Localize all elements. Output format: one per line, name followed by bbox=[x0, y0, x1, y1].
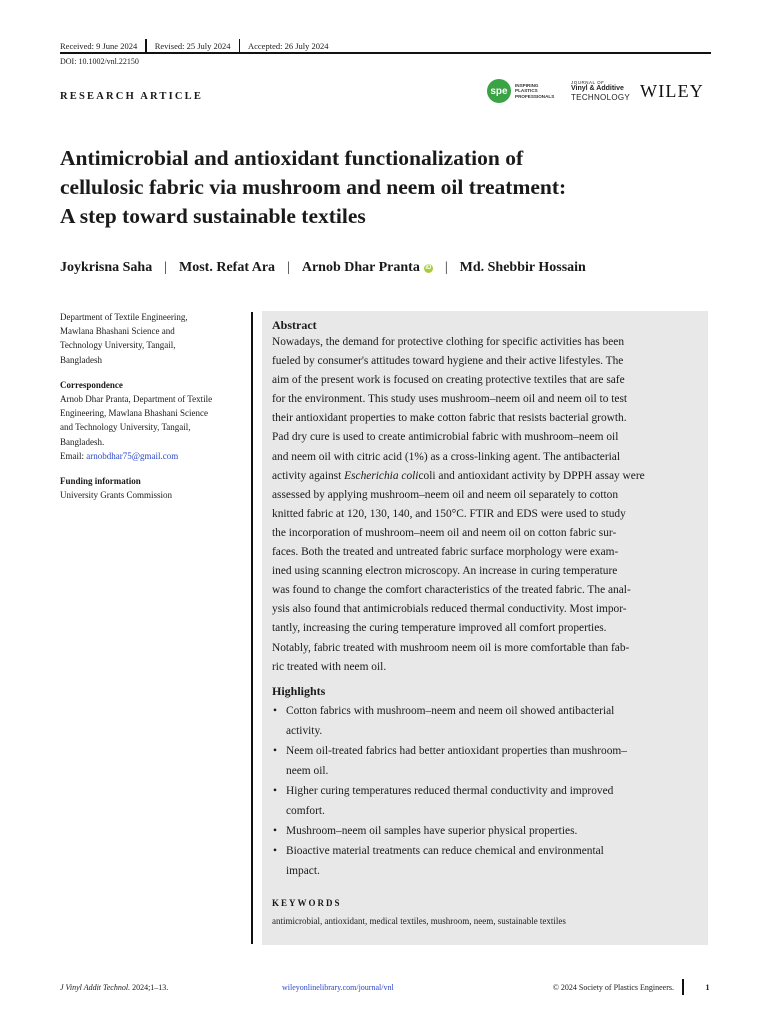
highlight-item: • Mushroom–neem oil samples have superior physical properties. bbox=[272, 821, 698, 841]
page-number: 1 bbox=[705, 982, 710, 992]
author-separator: | bbox=[164, 260, 168, 275]
accepted-date: Accepted: 26 July 2024 bbox=[248, 41, 329, 51]
correspondence: Correspondence Arnob Dhar Pranta, Department of Textile Engineering, Mawlana Bhashani Science and Technology University, Tangail, Bangladesh. Email: arnobdhar75@gmail.com bbox=[60, 378, 240, 463]
abstract-text: Nowadays, the demand for protective clothing for specific activities has been fueled by consumer's attitudes toward hygiene and their active lifestyles. The aim of the present work is focused on creating protective textiles that are safe for the environment. This study uses mushroom–neem oil and neem oil to test their antioxidant properties to make cotton fabric that resists bacterial growth. Pad dry cure is used to create antimicrobial fabric with mushroom–neem oil and neem oil with citric acid (1%) as a cross-linking agent. The antibacterial activity against Escherichia colicoli and antioxidant activity by DPPH assay were assessed by applying mushroom–neem oil and neem oil separately to cotton knitted fabric at 120, 130, 140, and 150°C. FTIR and EDS were used to study the incorporation of mushroom–neem oil and neem oil on cotton fabric sur- faces. Both the treated and untreated fabric surface morphology were exam- ined using scanning electron microscopy. An increase in curing temperature was found to change the comfort characteristics of the treated fabric. The anal- ysis also found that antimicrobials reduced thermal conductivity. Most impor- tantly, increasing the curing temperature improved all comfort properties. Notably, fabric treated with mushroom neem oil is more comfortable than fab- ric treated with neem oil. bbox=[272, 336, 645, 673]
article-title: Antimicrobial and antioxidant functionalization of cellulosic fabric via mushroom and neem oil treatment: A step toward sustainable textiles bbox=[60, 146, 567, 228]
abstract-box bbox=[262, 311, 708, 945]
article-type: RESEARCH ARTICLE bbox=[60, 91, 204, 102]
author-name[interactable]: Most. Refat Ara bbox=[179, 260, 276, 275]
wiley-logo: WILEY bbox=[640, 80, 704, 101]
spe-logo-text: INSPIRING PLASTICS PROFESSIONALS bbox=[515, 83, 555, 99]
highlight-item: • Higher curing temperatures reduced thermal conductivity and improved comfort. bbox=[272, 781, 698, 821]
highlight-item: • Cotton fabrics with mushroom–neem and neem oil showed antibacterial activity. bbox=[272, 701, 698, 741]
publisher-logos bbox=[487, 76, 704, 106]
doi[interactable]: DOI: 10.1002/vnl.22150 bbox=[60, 57, 139, 66]
journal-citation: J Vinyl Addit Technol. 2024;1–13. bbox=[60, 982, 169, 992]
author-separator: | bbox=[287, 260, 290, 275]
correspondence-heading: Correspondence bbox=[60, 379, 123, 390]
funding-source: University Grants Commission bbox=[60, 490, 172, 501]
author-name[interactable]: Joykrisna Saha bbox=[60, 260, 153, 275]
spe-logo-icon: spe bbox=[487, 79, 511, 103]
header-rule bbox=[60, 52, 711, 54]
author-info-column bbox=[60, 310, 240, 513]
author-separator: | bbox=[444, 260, 448, 275]
keywords-text: antimicrobial, antioxidant, medical textiles, mushroom, neem, sustainable textiles bbox=[272, 915, 566, 926]
copyright: © 2024 Society of Plastics Engineers. bbox=[552, 982, 674, 992]
author-name[interactable]: Md. Shebbir Hossain bbox=[459, 260, 586, 275]
email-link[interactable]: arnobdhar75@gmail.com bbox=[86, 450, 179, 461]
column-divider bbox=[251, 312, 253, 944]
received-date: Received: 9 June 2024 bbox=[60, 41, 138, 51]
publication-dates bbox=[60, 39, 337, 53]
abstract-heading: Abstract bbox=[272, 318, 317, 332]
affiliation: Department of Textile Engineering, Mawlana Bhashani Science and Technology University, Tangail, Bangladesh bbox=[60, 312, 188, 365]
keywords-heading: KEYWORDS bbox=[272, 897, 342, 908]
orcid-icon[interactable]: iD bbox=[425, 264, 432, 271]
journal-url-link[interactable]: wileyonlinelibrary.com/journal/vnl bbox=[282, 982, 394, 992]
email-line: Email: arnobdhar75@gmail.com bbox=[60, 450, 179, 461]
page-footer bbox=[60, 979, 711, 995]
author-list bbox=[60, 260, 586, 276]
author-name[interactable]: Arnob Dhar Pranta bbox=[301, 260, 420, 275]
footer-separator bbox=[682, 979, 684, 995]
journal-logo: JOURNAL OF Vinyl & Additive TECHNOLOGY bbox=[571, 80, 631, 102]
highlights-heading: Highlights bbox=[272, 683, 326, 698]
funding-information bbox=[60, 474, 240, 502]
highlights-list bbox=[272, 701, 698, 881]
revised-date: Revised: 25 July 2024 bbox=[154, 41, 231, 51]
highlight-item: • Neem oil-treated fabrics had better antioxidant properties than mushroom– neem oil. bbox=[272, 741, 698, 781]
species-name: Escherichia bbox=[344, 469, 399, 482]
funding-heading: Funding information bbox=[60, 476, 141, 487]
highlight-item: • Bioactive material treatments can reduce chemical and environmental impact. bbox=[272, 841, 698, 881]
